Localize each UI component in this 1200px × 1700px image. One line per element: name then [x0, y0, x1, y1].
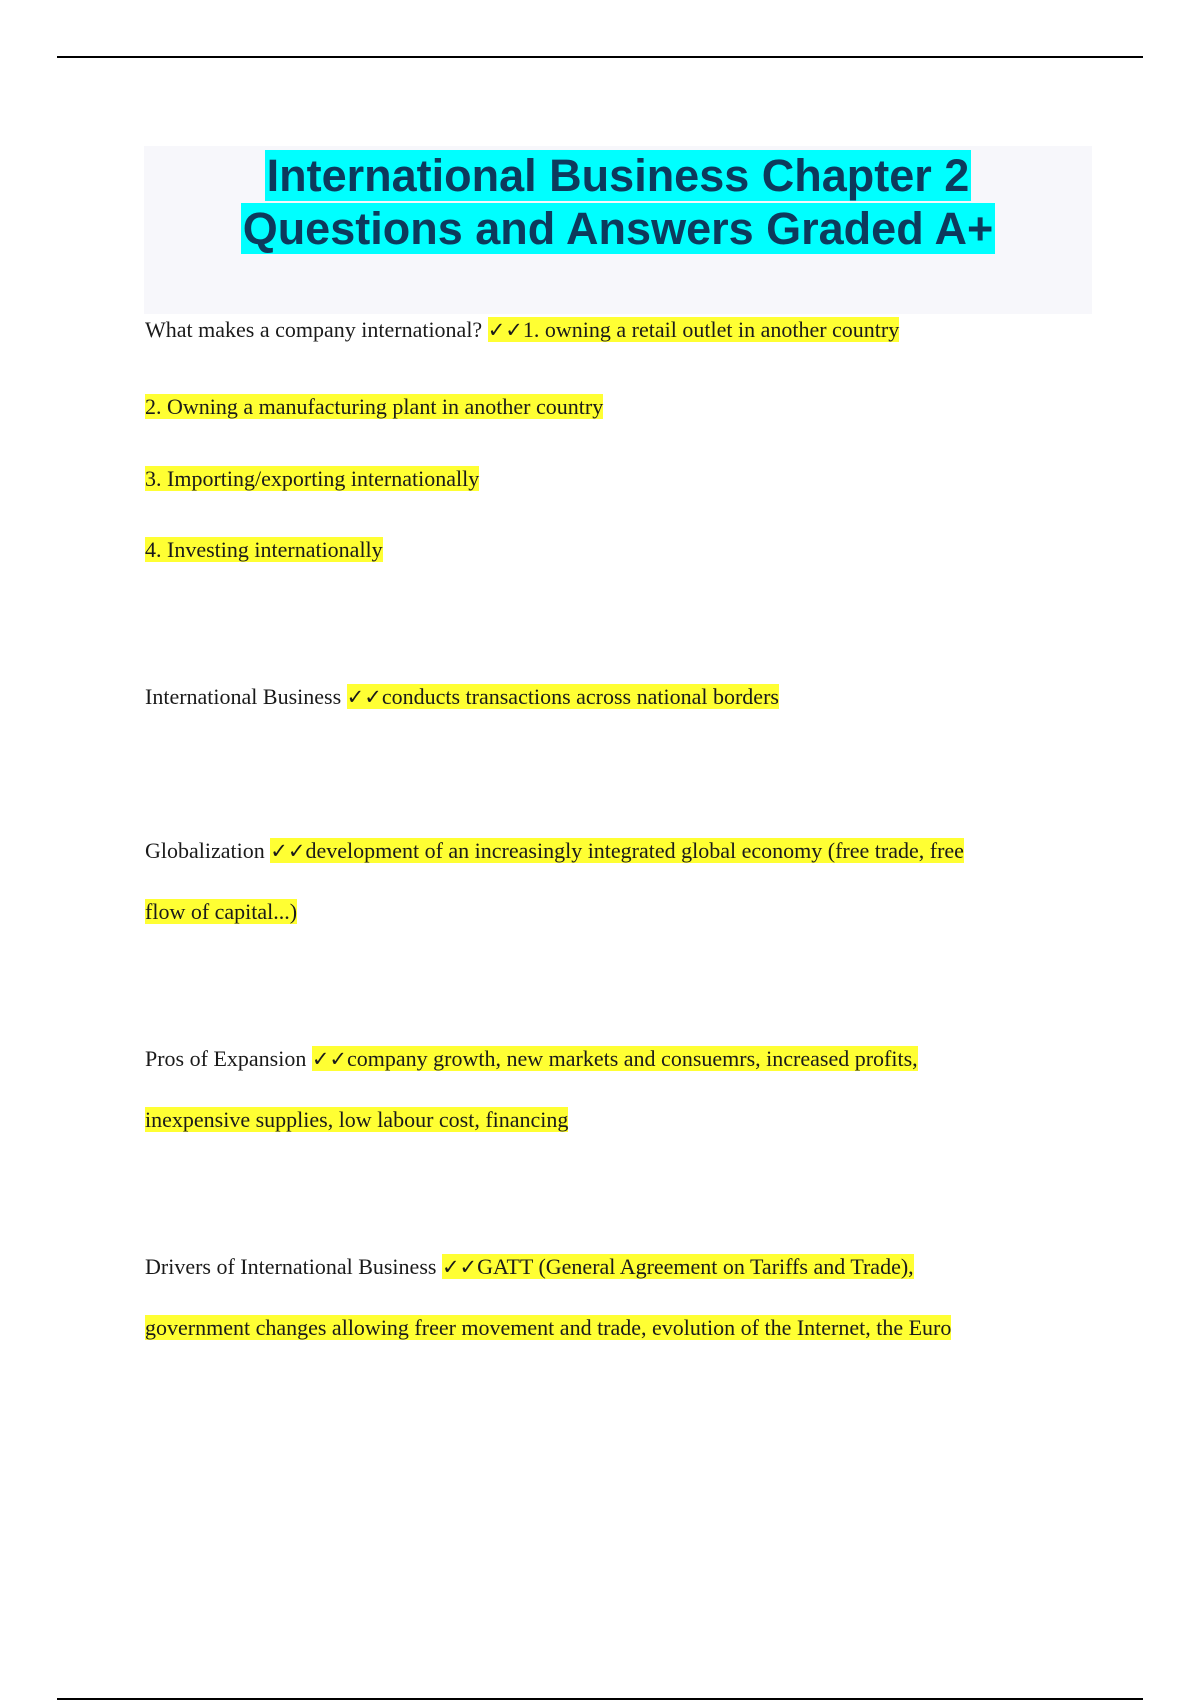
answer-text: development of an increasingly integrated global economy (free trade, free — [305, 838, 964, 863]
answer-highlight — [442, 1254, 914, 1279]
term: International Business — [145, 684, 342, 709]
answer-text: company growth, new markets and consuemrs, increased profits, — [347, 1046, 918, 1071]
answer-highlight — [312, 1046, 918, 1071]
answer-highlight — [270, 838, 964, 863]
qa-item-1-answer-line-4 — [145, 535, 383, 565]
double-check-icon: ✓✓ — [270, 839, 306, 863]
qa-item-5-answer-line-2 — [145, 1313, 951, 1343]
answer-highlight — [488, 317, 900, 342]
qa-item-1-answer-line-2 — [145, 392, 603, 422]
term: What makes a company international? — [145, 317, 483, 342]
qa-item-3-answer-line-2 — [145, 897, 297, 927]
title-banner — [144, 146, 1092, 314]
double-check-icon: ✓✓ — [346, 685, 382, 709]
qa-item-1 — [145, 315, 899, 345]
double-check-icon: ✓✓ — [311, 1047, 348, 1071]
header-rule — [57, 56, 1143, 58]
answer-text: conducts transactions across national borders — [381, 684, 779, 709]
answer-text: 2. Owning a manufacturing plant in another country — [145, 394, 604, 419]
answer-text: government changes allowing freer movement and trade, evolution of the Internet, the Euro — [145, 1315, 952, 1340]
answer-text: flow of capital...) — [145, 899, 298, 924]
qa-item-4 — [145, 1044, 918, 1074]
qa-item-1-answer-line-3 — [145, 464, 479, 494]
answer-text: inexpensive supplies, low labour cost, financing — [145, 1107, 569, 1132]
answer-highlight — [347, 684, 779, 709]
term: Pros of Expansion — [145, 1046, 307, 1071]
double-check-icon: ✓✓ — [487, 318, 523, 342]
qa-item-5 — [145, 1252, 914, 1282]
document-title-line-1: International Business Chapter 2 — [266, 150, 970, 201]
answer-text: 1. owning a retail outlet in another country — [522, 317, 900, 342]
answer-text: 3. Importing/exporting internationally — [145, 466, 480, 491]
qa-item-2 — [145, 682, 779, 712]
term: Drivers of International Business — [145, 1254, 437, 1279]
document-title-line-2: Questions and Answers Graded A+ — [242, 203, 994, 254]
term: Globalization — [145, 838, 265, 863]
double-check-icon: ✓✓ — [441, 1255, 478, 1279]
qa-item-3 — [145, 836, 964, 866]
answer-text: 4. Investing internationally — [145, 537, 383, 562]
qa-item-4-answer-line-2 — [145, 1105, 568, 1135]
answer-text: GATT (General Agreement on Tariffs and Trade), — [477, 1254, 914, 1279]
